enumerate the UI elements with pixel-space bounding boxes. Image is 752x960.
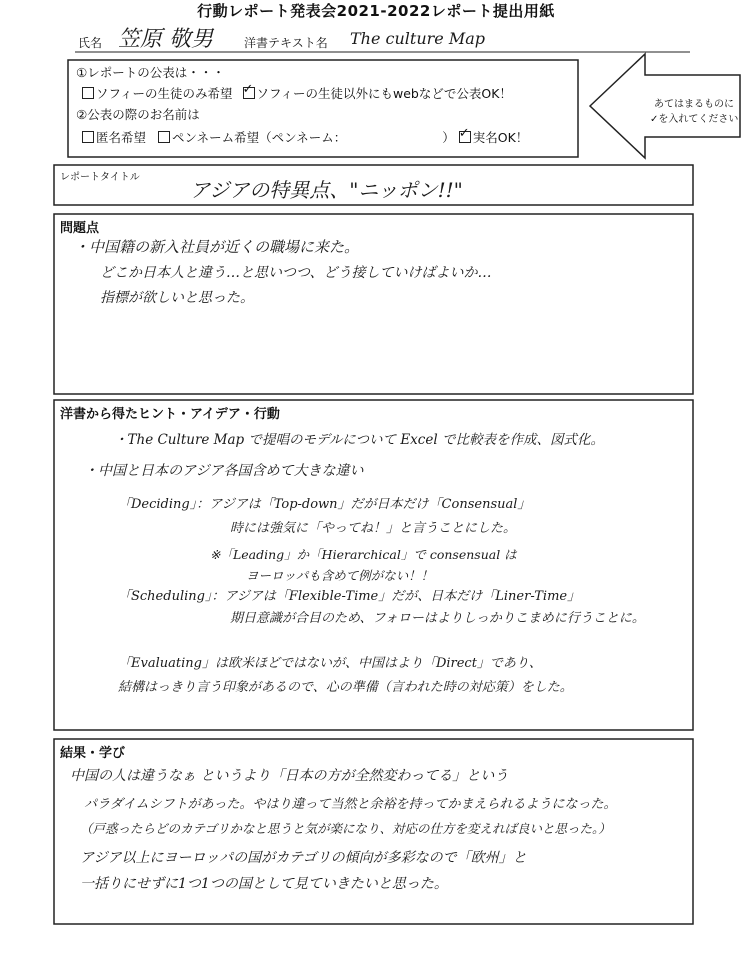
q2-opt2-checkbox[interactable]	[158, 131, 170, 143]
problem-label: 問題点	[60, 221, 100, 236]
q2-label: ②公表の際のお名前は	[76, 107, 200, 122]
form-title: 行動レポート発表会2021-2022レポート提出用紙	[197, 2, 555, 20]
q2-opt1-checkbox[interactable]	[82, 131, 94, 143]
book-value: The culture Map	[350, 29, 486, 48]
q2-opt2-label: ペンネーム希望（ペンネーム：	[172, 130, 347, 145]
q1-label: ①レポートの公表は・・・	[76, 65, 225, 80]
q1-options	[82, 84, 512, 102]
name-value: 笠原 敬男	[118, 27, 213, 52]
arrow-note-1: あてはまるものに	[654, 99, 734, 110]
q2-close-paren: ）	[442, 130, 455, 145]
hints-line-7: 「Scheduling」：アジアは「Flexible-Time」だが、日本だけ「Liner-Time」	[118, 589, 581, 604]
hints-label: 洋書から得たヒント・アイデア・行動	[60, 407, 280, 422]
hints-line-5: ※「Leading」か「Hierarchical」で consensual は	[210, 547, 517, 562]
q1-opt1-label: ソフィーの生徒のみ希望	[96, 86, 233, 101]
hints-line-3: 「Deciding」：アジアは「Top-down」だが日本だけ「Consensual」	[118, 497, 531, 512]
hints-line-10: 結構はっきり言う印象があるので、心の準備（言われた時の対応策）をした。	[118, 680, 573, 695]
results-line-3: （戸惑ったらどのカテゴリかなと思うと気が楽になり、対応の仕方を変えれば良いと思った。）	[80, 821, 611, 836]
name-label: 氏名	[78, 36, 103, 50]
report-title-value: アジアの特異点、"ニッポン!!"	[190, 178, 463, 202]
results-line-5: 一括りにせずに1つ1つの国として見ていきたいと思った。	[80, 876, 448, 892]
hints-line-2: ・中国と日本のアジア各国含めて大きな違い	[84, 463, 364, 479]
problem-line-1: ・中国籍の新入社員が近くの職場に来た。	[74, 238, 360, 256]
results-line-4: アジア以上にヨーロッパの国がカテゴリの傾向が多彩なので「欧州」と	[80, 850, 527, 866]
hints-line-9: 「Evaluating」は欧米ほどではないが、中国はより「Direct」であり、	[118, 656, 542, 671]
results-line-1: 中国の人は違うなぁ というより「日本の方が全然変わってる」という	[70, 768, 509, 784]
q1-opt2-checkbox[interactable]	[243, 87, 255, 99]
q1-opt1-checkbox[interactable]	[82, 87, 94, 99]
book-label: 洋書テキスト名	[244, 36, 328, 50]
hints-line-8: 期日意識が合目のため、フォローはよりしっかりこまめに行うことに。	[230, 611, 645, 626]
results-line-2: パラダイムシフトがあった。やはり違って当然と余裕を持ってかまえられるようになった。	[84, 797, 617, 812]
hints-line-6: ヨーロッパも含めて例がない！！	[246, 568, 434, 583]
problem-line-2: どこか日本人と違う…と思いつつ、どう接していけばよいか…	[100, 265, 492, 281]
q2-opt1-label: 匿名希望	[96, 130, 147, 145]
q2-options	[82, 128, 528, 146]
hints-line-1: ・The Culture Map で提唱のモデルについて Excel で比較表を作成、図式化。	[114, 432, 604, 448]
problem-line-3: 指標が欲しいと思った。	[100, 290, 254, 306]
hints-line-4: 時には強気に「やってね！」と言うことにした。	[230, 521, 517, 536]
q2-opt3-label: 実名OK！	[472, 130, 529, 145]
report-title-label: レポートタイトル	[60, 172, 140, 183]
arrow-note-2: ✓を入れてください	[650, 114, 739, 125]
q1-opt2-label: ソフィーの生徒以外にもwebなどで公表OK！	[256, 86, 512, 101]
results-label: 結果・学び	[60, 746, 126, 761]
q2-opt3-checkbox[interactable]	[459, 131, 471, 143]
